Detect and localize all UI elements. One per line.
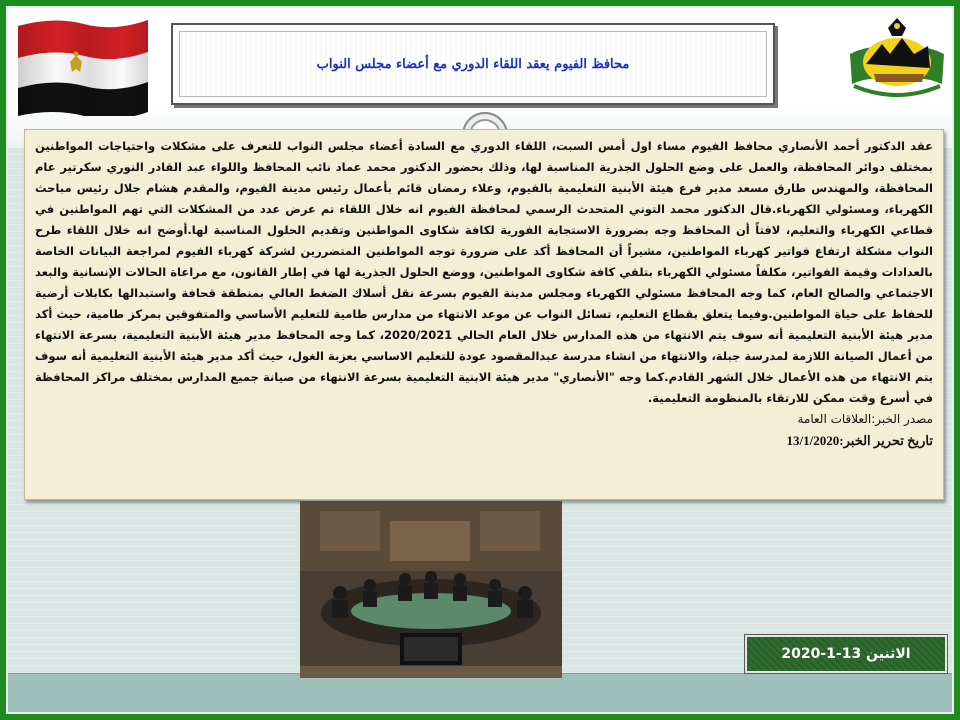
footer-band: [8, 673, 952, 713]
fayoum-logo-icon: [844, 14, 950, 110]
article-source: مصدر الخبر:العلاقات العامة: [797, 412, 933, 426]
article-panel: [24, 129, 944, 500]
news-title: محافظ الفيوم يعقد اللقاء الدوري مع أعضاء مجلس النواب: [316, 56, 630, 72]
news-title-panel: [179, 31, 767, 97]
news-title-box: [171, 23, 775, 105]
page-frame: [6, 6, 954, 714]
article-text: عقد الدكتور أحمد الأنصاري محافظ الفيوم مساء اول أمس السبت، اللقاء الدوري مع السادة أعضاء مجلس النواب للتعرف على مشكلات واحتياجات المواطنين بمختلف دوائر المحافظة، والعمل على وضع الحلول الجذرية المناسبة لها، وذلك بحضور الدكتور محمد عماد نائب المحافظ واللواء عبد القادر النوري سكرتير عام المحافظة، والمهندس طارق مسعد مدير فرع هيئة الأبنية التعليمية بالفيوم، وعلاء رمضان قائم بأعمال رئيس مدينة الفيوم، والمقدم هشام جلال رئيس مباحث الكهرباء، ومسئولي الكهرباء.قال الدكتور محمد التوني المتحدث الرسمي لمحافظة الفيوم انه خلال اللقاء تم عرض عدد من المشكلات التي تهم المواطنين في قطاعي الكهرباء والتعليم، لافتاً أن المحافظ وجه بضرورة الاستجابة الفورية لكافة شكاوى المواطنين وتقديم الحلول المناسبة لها.أوضح انه خلال اللقاء طرح النواب مشكلة ارتفاع فواتير كهرباء المواطنين، مشيراً أن المحافظ أكد على ضرورة توجه المواطنين المتضررين لشركة كهرباء الفيوم لمراجعة البيانات الخاصة بالعدادات وقيمة الفواتير، مكلفاً مسئولي الكهرباء بتلقي كافة شكاوى المواطنين، ووضع الحلول الجذرية لها في إطار القانون، مع مراعاة الحالات الإنسانية والبعد الاجتماعي والصالح العام، كما وجه المحافظ مسئولي الكهرباء ومجلس مدينة الفيوم بسرعة نقل أسلاك الضغط العالي بمنطقة قحافة واستبدالها بكابلات أرضية للحفاظ على حياة المواطنين.وفيما يتعلق بقطاع التعليم، تسائل النواب عن موعد الانتهاء من مدارس طامية للتعليم الأساسي والمتفوقين بمركز طامية، حيث أكد مدير هيئة الأبنية التعليمية أنه سوف يتم الانتهاء من هذه المدارس خلال العام الحالي 2020/2021، كما وجه المحافظ مدير هيئة الأبنية التعليمية، بسرعة الانتهاء من أعمال الصيانة اللازمة لمدرسة جبلة، والانتهاء من انشاء مدرسة عبدالمقصود عودة للتعليم الاساسي بعزبة الغول، حيث أكد مدير هيئة الأبنية التعليمية أنه سوف يتم الانتهاء من هذه الأعمال خلال الشهر القادم.كما وجه "الأنصاري" مدير هيئة الابنية التعليمية بسرعة الانتهاء من صيانة جميع المدارس بمختلف مراكز المحافظة في أسرع وقت ممكن للارتقاء بالمنظومة التعليمية.: [35, 139, 933, 405]
article-edit-date: تاريخ تحرير الخبر:13/1/2020: [786, 433, 933, 448]
date-badge: [745, 635, 947, 673]
egypt-flag-icon: [14, 12, 152, 116]
meeting-photo: [300, 501, 562, 678]
article-body: [35, 136, 933, 451]
date-badge-text: الاثنين 13-1-2020: [781, 646, 911, 662]
